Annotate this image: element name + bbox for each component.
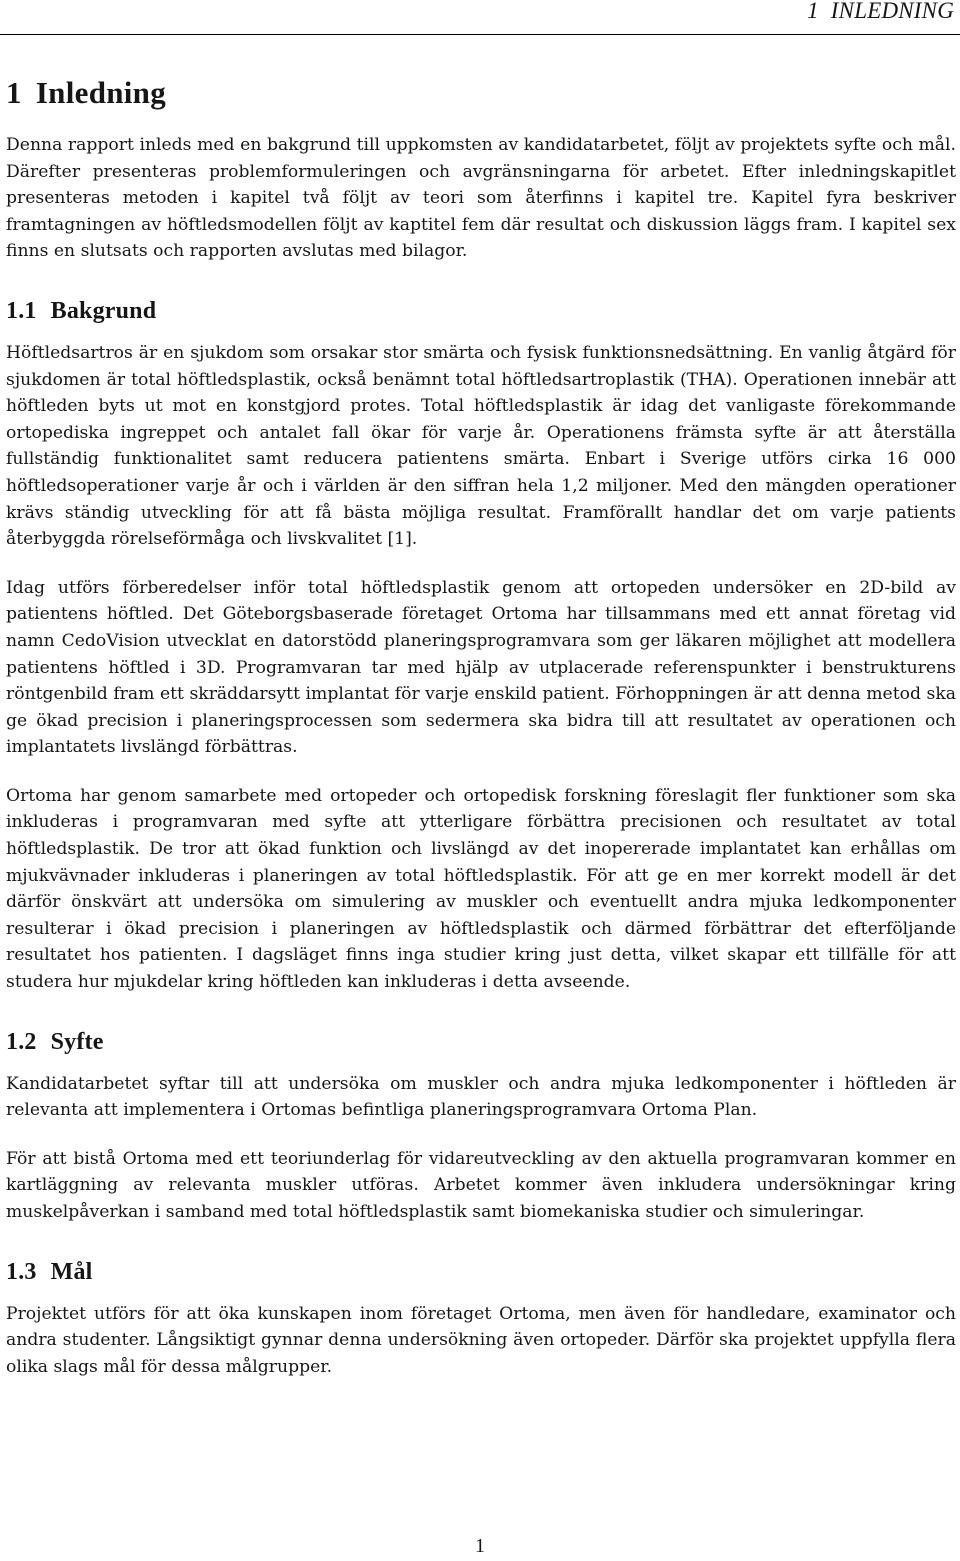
section-heading-mal — [6, 1257, 956, 1287]
bakgrund-paragraph-3: Ortoma har genom samarbete med ortopeder och ortopedisk forskning föreslagit fler funktioner som ska inkluderas i programvaran med syfte att ytterligare förbättra precisionen och resultatet av total höftledsplastik. De tror att ökad funktion och livslängd av det inopererade implantatet kan erhållas om mjukvävnader inkluderas i planeringen av total höftledsplastik. För att ge en mer korrekt modell är det därför önskvärt att undersöka om simulering av muskler och eventuellt andra mjuka ledkomponenter resulterar i ökad precision i planeringen av höftledsplastik och därmed förbättrar det efterföljande resultatet hos patienten. I dagsläget finns inga studier kring just detta, vilket skapar ett tillfälle för att studera hur mjukdelar kring höftleden kan inkluderas i detta avseende. — [6, 785, 956, 993]
section-title-text: Mål — [50, 1258, 93, 1285]
section-number: 1.3 — [6, 1258, 37, 1285]
chapter-number: 1 — [6, 75, 22, 110]
section-number: 1.2 — [6, 1028, 37, 1055]
chapter-title — [6, 73, 956, 113]
section-heading-syfte — [6, 1027, 956, 1057]
bakgrund-paragraph-2: Idag utförs förberedelser inför total höftledsplastik genom att ortopeden undersöker en 2D-bild av patientens höftled. Det Göteborgsbaserade företaget Ortoma har tillsammans med ett annat företag vid namn CedoVision utvecklat en datorstödd planeringsprogramvara som ger läkaren möjlighet att modellera patientens höftled i 3D. Programvaran tar med hjälp av utplacerade referenspunkter i benstrukturens röntgenbild fram ett skräddarsytt implantat för varje enskild patient. Förhoppningen är att denna metod ska ge ökad precision i planeringsprocessen som sedermera ska bidra till att resultatet av operationen och implantatets livslängd förbättras. — [6, 577, 956, 758]
section-title — [6, 296, 956, 326]
mal-paragraph-1: Projektet utförs för att öka kunskapen inom företaget Ortoma, men även för handledare, examinator och andra studenter. Långsiktigt gynnar denna undersökning även ortopeder. Därför ska projektet uppfylla flera olika slags mål för dessa målgrupper. — [6, 1303, 956, 1377]
chapter-intro-paragraph: Denna rapport inleds med en bakgrund till uppkomsten av kandidatarbetet, följt av projektets syfte och mål. Därefter presenteras problemformuleringen och avgränsningarna för arbetet. Efter inledningskapitlet presenteras metoden i kapitel två följt av teori som återfinns i kapitel tre. Kapitel fyra beskriver framtagningen av höftledsmodellen följt av kaptitel fem där resultat och diskussion läggs fram. I kapitel sex finns en slutsats och rapporten avslutas med bilagor. — [6, 135, 956, 262]
section-title-text: Syfte — [50, 1028, 104, 1055]
syfte-paragraph-1: Kandidatarbetet syftar till att undersöka om muskler och andra mjuka ledkomponenter i höftleden är relevanta att implementera i Ortomas befintliga planeringsprogramvara Ortoma Plan. — [6, 1073, 956, 1121]
header-rule — [0, 34, 960, 35]
chapter-title-text: Inledning — [35, 75, 167, 110]
page-number: 1 — [475, 1535, 485, 1557]
page-content — [6, 73, 956, 1380]
running-header — [807, 0, 954, 24]
chapter-heading — [6, 73, 956, 113]
section-title — [6, 1027, 956, 1057]
section-number: 1.1 — [6, 297, 37, 324]
section-title-text: Bakgrund — [50, 297, 157, 324]
bakgrund-paragraph-1: Höftledsartros är en sjukdom som orsakar stor smärta och fysisk funktionsnedsättning. En vanlig åtgärd för sjukdomen är total höftledsplastik, också benämnt total höftledsartroplastik (THA). Operationen innebär att höftleden byts ut mot en konstgjord protes. Total höftledsplastik är idag det vanligaste förekommande ortopediska ingreppet och antalet fall ökar för varje år. Operationens främsta syfte är att återställa fullständig funktionalitet samt reducera patientens smärta. Enbart i Sverige utförs cirka 16 000 höftledsoperationer varje år och i världen är den siffran hela 1,2 miljoner. Med den mängden operationer krävs ständig utveckling för att få bästa möjliga resultat. Framförallt handlar det om varje patients återbyggda rörelseförmåga och livskvalitet [1]. — [6, 342, 956, 550]
section-title — [6, 1257, 956, 1287]
section-heading-bakgrund — [6, 296, 956, 326]
syfte-paragraph-2: För att bistå Ortoma med ett teoriunderlag för vidareutveckling av den aktuella programvaran kommer en kartläggning av relevanta muskler utföras. Arbetet kommer även inkludera undersökningar kring muskelpåverkan i samband med total höftledsplastik samt biomekaniska studier och simuleringar. — [6, 1148, 956, 1222]
running-header-section-title: INLEDNING — [830, 0, 954, 23]
running-header-section-number: 1 — [807, 0, 819, 23]
